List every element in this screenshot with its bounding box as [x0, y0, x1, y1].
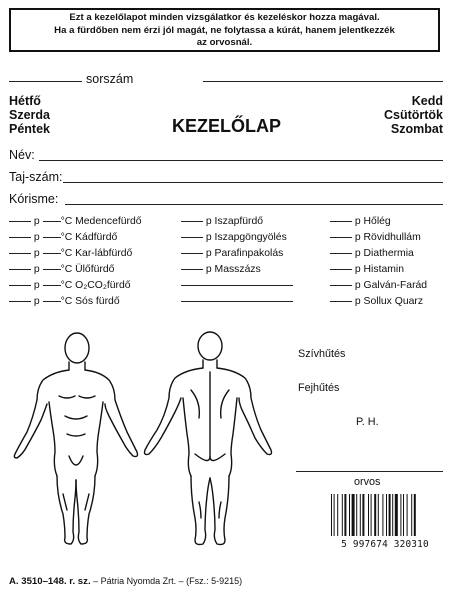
treatment-label: p Rövidhullám [354, 232, 421, 243]
day-szerda: Szerda [9, 108, 50, 122]
blank-line[interactable] [181, 301, 293, 302]
barcode-bar [403, 494, 404, 536]
treatment-label: p Iszapfürdő [205, 216, 264, 227]
treatment-label: Medencefürdő [75, 216, 142, 227]
sorszam-line[interactable] [9, 81, 82, 82]
barcode-bar [342, 494, 343, 536]
sorszam-right-line[interactable] [203, 81, 443, 82]
fejhutes-label: Fejhűtés [298, 382, 340, 394]
treatment-row[interactable] [181, 232, 303, 248]
treatment-row[interactable] [330, 232, 448, 248]
body-diagram [5, 326, 285, 551]
treatment-row[interactable]: p °C Kar-lábfürdő [9, 248, 174, 264]
day-csutortok: Csütörtök [383, 108, 443, 122]
nev-field[interactable] [39, 160, 443, 161]
publisher-info: – Pátria Nyomda Zrt. – (Fsz.: 5-9215) [93, 576, 243, 586]
day-pentek: Péntek [9, 122, 50, 136]
day-hetfo: Hétfő [9, 94, 41, 108]
barcode-bar [414, 494, 416, 536]
back-body-figure [145, 332, 272, 545]
treatment-label: Kádfürdő [75, 232, 118, 243]
barcode [329, 494, 441, 536]
treatment-row[interactable] [181, 248, 303, 264]
barcode-bar [389, 494, 391, 536]
barcode-bar [362, 494, 364, 536]
barcode-bar [382, 494, 383, 536]
sorszam-label: sorszám [86, 72, 134, 86]
barcode-bar [356, 494, 357, 536]
treatment-row[interactable]: p °C Kádfürdő [9, 232, 174, 248]
barcode-bar [371, 494, 372, 536]
nev-label: Név: [9, 148, 35, 162]
treatment-row[interactable]: p °C O₂CO₂fürdő [9, 280, 174, 296]
treatment-row[interactable] [330, 280, 448, 296]
barcode-bar [392, 494, 393, 536]
treatments-col-2 [181, 216, 303, 312]
szivhutes-label: Szívhűtés [298, 348, 346, 360]
treatment-label: p Histamin [354, 264, 404, 275]
barcode-number: 5 997674 320310 [341, 539, 429, 550]
page-title: KEZELŐLAP [171, 116, 281, 136]
barcode-bar [337, 494, 338, 536]
barcode-bar [407, 494, 408, 536]
treatment-row[interactable] [181, 264, 303, 280]
korisme-field[interactable] [65, 204, 443, 205]
treatment-row[interactable]: p °C Sós fürdő [9, 296, 174, 312]
treatment-row[interactable] [330, 248, 448, 264]
orvos-label: orvos [354, 476, 381, 488]
notice-line-3: az orvosnál. [196, 37, 253, 48]
notice-line-1: Ezt a kezelőlapot minden vizsgálatkor és kezeléskor hozza magával. [69, 12, 380, 23]
front-body-figure [14, 333, 137, 544]
treatment-label: O₂CO₂fürdő [75, 280, 131, 291]
treatment-row[interactable] [181, 216, 303, 232]
barcode-bar [344, 494, 346, 536]
barcode-bar [400, 494, 401, 536]
taj-label: Taj-szám: [9, 170, 63, 184]
footer [9, 576, 242, 587]
treatment-label: p Diathermia [354, 248, 414, 259]
treatment-row[interactable]: p °C Ülőfürdő [9, 264, 174, 280]
barcode-bar [334, 494, 335, 536]
treatment-label: Ülőfürdő [75, 264, 115, 275]
ph-label: P. H. [356, 416, 379, 428]
treatment-label: Sós fürdő [75, 296, 120, 307]
treatments-col-3 [330, 216, 448, 312]
day-szombat: Szombat [390, 122, 443, 136]
barcode-bar [331, 494, 332, 536]
barcode-bar [368, 494, 369, 536]
korisme-label: Kórisme: [9, 192, 59, 206]
barcode-bar [395, 494, 398, 536]
blank-line[interactable] [181, 285, 293, 286]
treatment-row[interactable] [330, 296, 448, 312]
notice-line-2: Ha a fürdőben nem érzi jól magát, ne folytassa a kúrát, hanem jelentkezzék [54, 24, 395, 36]
treatment-row[interactable] [330, 264, 448, 280]
treatment-label: p Sollux Quarz [354, 296, 424, 307]
barcode-bar [360, 494, 361, 536]
taj-field[interactable] [63, 182, 443, 183]
treatment-label: Kar-lábfürdő [75, 248, 133, 259]
treatment-label: p Parafinpakolás [205, 248, 284, 259]
treatment-row[interactable] [330, 216, 448, 232]
barcode-bar [349, 494, 350, 536]
day-kedd: Kedd [411, 94, 443, 108]
barcode-bar [352, 494, 355, 536]
form-code: A. 3510–148. r. sz. [9, 576, 91, 587]
treatment-row[interactable]: p °C Medencefürdő [9, 216, 174, 232]
treatment-label: p Iszapgöngyölés [205, 232, 287, 243]
treatment-label: p Masszázs [205, 264, 261, 275]
treatments-col-1 [9, 216, 174, 312]
notice-box [9, 8, 440, 52]
barcode-bar [374, 494, 376, 536]
barcode-bar [411, 494, 412, 536]
signature-line[interactable] [296, 471, 443, 472]
treatment-label: p Hőlég [354, 216, 391, 227]
barcode-bar [378, 494, 379, 536]
barcode-bar [386, 494, 387, 536]
treatment-label: p Galván-Farád [354, 280, 428, 291]
